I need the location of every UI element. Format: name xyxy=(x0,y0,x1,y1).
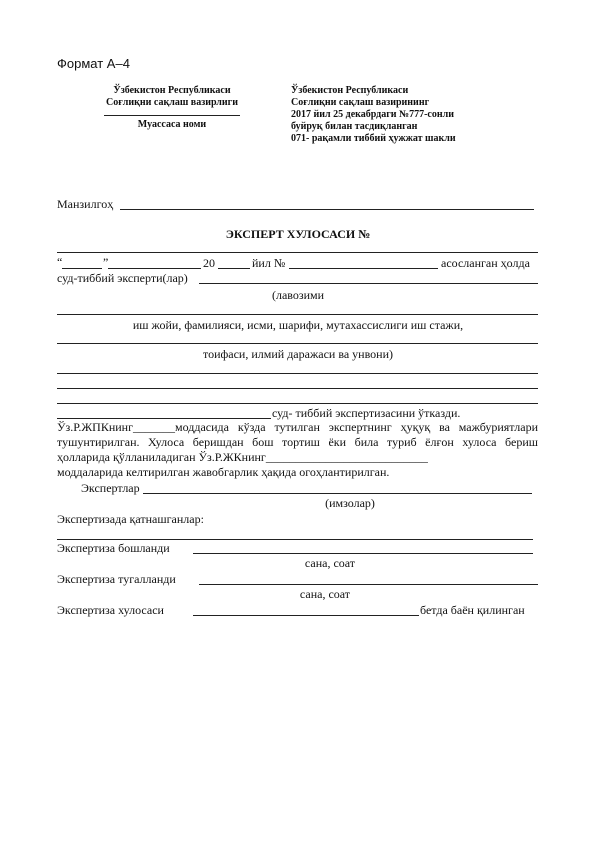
started-field[interactable] xyxy=(193,553,533,554)
started-label: Экспертиза бошланди xyxy=(57,541,170,555)
day-field[interactable] xyxy=(62,268,102,269)
position-caption: (лавозими xyxy=(271,288,325,302)
institution-name-blank[interactable] xyxy=(104,115,240,116)
signatures-caption: (имзолар) xyxy=(325,496,375,510)
blank-line[interactable] xyxy=(57,403,538,404)
experts-label: суд-тиббий эксперти(лар) xyxy=(57,271,188,285)
address-label: Манзилгоҳ xyxy=(57,197,114,211)
conclusion-suffix: бетда баён қилинган xyxy=(420,603,525,617)
year-field[interactable] xyxy=(218,268,250,269)
year-suffix: йил № xyxy=(252,256,286,270)
format-label: Формат А–4 xyxy=(57,56,130,71)
basis-label: асосланган ҳолда xyxy=(441,256,530,270)
date-time-caption-2: сана, соат xyxy=(299,587,351,601)
blank-line[interactable] xyxy=(57,388,538,389)
participants-label: Экспертизада қатнашганлар: xyxy=(57,512,204,526)
document-title: ЭКСПЕРТ ХУЛОСАСИ № xyxy=(225,227,371,241)
header-right-line5: 071- рақамли тиббий ҳужжат шакли xyxy=(291,133,456,144)
quote-open: “ xyxy=(57,255,63,269)
blank-line[interactable] xyxy=(57,252,538,253)
conclusion-label: Экспертиза хулосаси xyxy=(57,603,164,617)
header-right-line2: Соғлиқни сақлаш вазирининг xyxy=(291,97,430,108)
finished-field[interactable] xyxy=(199,584,538,585)
blank-line[interactable] xyxy=(57,314,538,315)
blank-line[interactable] xyxy=(57,343,538,344)
header-left xyxy=(92,85,252,131)
number-field[interactable] xyxy=(289,268,438,269)
address-field[interactable] xyxy=(120,209,534,210)
experts-field[interactable] xyxy=(199,283,538,284)
header-left-line1: Ўзбекистон Республикаси xyxy=(113,85,231,96)
conclusion-pages-field[interactable] xyxy=(193,615,419,616)
category-caption: тоифаси, илмий даражаси ва унвони) xyxy=(202,347,393,361)
header-right-line3: 2017 йил 25 декабрдаги №777-сонли xyxy=(291,109,454,120)
year-prefix: 20 xyxy=(203,256,215,270)
conducted-label: суд- тиббий экспертизасини ўтказди. xyxy=(272,406,461,420)
header-right-line4: буйруқ билан тасдиқланган xyxy=(291,121,418,132)
header-right-line1: Ўзбекистон Республикаси xyxy=(291,85,409,96)
quote-close: ” xyxy=(103,255,109,269)
institution-name-caption: Муассаса номи xyxy=(137,119,207,130)
rights-paragraph: Ўз.Р.ЖПКнинг_______моддасида кўзда тутилган экспертнинг ҳуқуқ ва мажбуриятлари тушунтирилган. Хулоса беришдан бош тортиш ёки била туриб ёлғон хулоса бериш ҳолларида қўлланиладиган Ўз.Р.ЖКнинг___________________________ xyxy=(57,420,538,464)
liability-line: моддаларида келтирилган жавобгарлик ҳақида огоҳлантирилган. xyxy=(57,465,390,479)
month-field[interactable] xyxy=(108,268,201,269)
header-right xyxy=(291,85,456,145)
experts-sign-label: Экспертлар xyxy=(81,481,140,495)
participants-field[interactable] xyxy=(57,539,533,540)
finished-label: Экспертиза тугалланди xyxy=(57,572,176,586)
header-left-line2: Соғлиқни сақлаш вазирлиги xyxy=(106,97,238,108)
date-time-caption-1: сана, соат xyxy=(304,556,356,570)
blank-line[interactable] xyxy=(57,373,538,374)
workplace-caption: иш жойи, фамилияси, исми, шарифи, мутахассислиги иш стажи, xyxy=(132,318,464,332)
conducted-field[interactable] xyxy=(57,418,271,419)
experts-sign-field[interactable] xyxy=(143,493,532,494)
